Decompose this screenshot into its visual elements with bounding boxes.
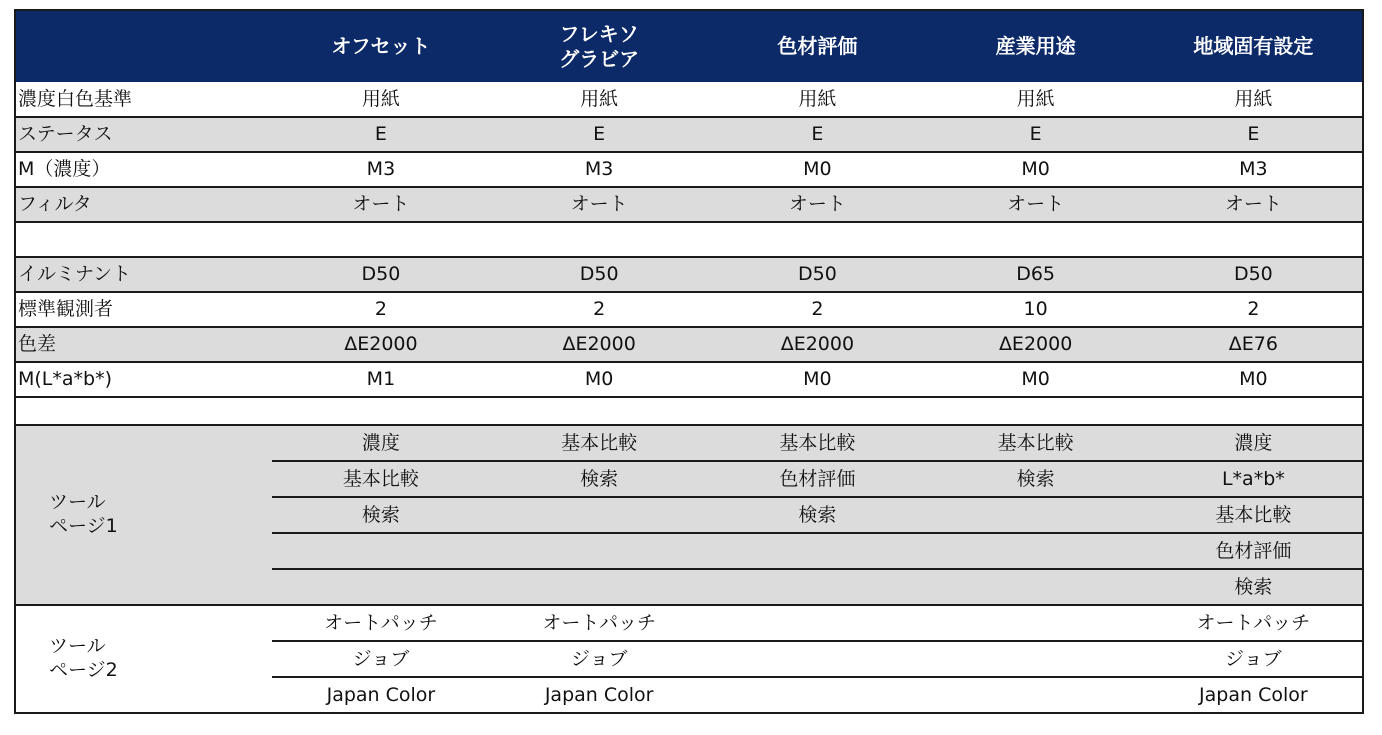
table-cell [272, 397, 490, 425]
tool-cell: Japan Color [1145, 677, 1363, 713]
tool-cell [927, 569, 1145, 605]
table-cell: 2 [1145, 292, 1363, 327]
tool-page-2-label [15, 605, 272, 713]
row-label [15, 222, 272, 257]
table-cell: 2 [708, 292, 926, 327]
table-cell: オート [1145, 187, 1363, 222]
table-cell: E [1145, 117, 1363, 152]
header-industrial-use: 産業用途 [927, 10, 1145, 82]
table-cell: 用紙 [272, 82, 490, 117]
table-cell: オート [272, 187, 490, 222]
table-row [15, 257, 1363, 292]
tool-cell: 基本比較 [708, 425, 926, 461]
tool-cell: 濃度 [272, 425, 490, 461]
header-flexo-gravure [490, 10, 708, 82]
table-cell: ΔE2000 [272, 327, 490, 362]
tool-cell [272, 569, 490, 605]
table-cell: M0 [708, 362, 926, 397]
table-cell [708, 397, 926, 425]
settings-table [14, 9, 1364, 714]
table-cell: 用紙 [708, 82, 926, 117]
tool-cell: Japan Color [272, 677, 490, 713]
row-label: M(L*a*b*) [15, 362, 272, 397]
table-cell [1145, 222, 1363, 257]
row-label: 標準観測者 [15, 292, 272, 327]
table-cell: M1 [272, 362, 490, 397]
tool-cell [708, 605, 926, 641]
table-cell: E [927, 117, 1145, 152]
table-cell [272, 222, 490, 257]
table-cell: E [272, 117, 490, 152]
tool-cell [272, 533, 490, 569]
table-cell: 用紙 [490, 82, 708, 117]
row-label: フィルタ [15, 187, 272, 222]
table-cell: ΔE2000 [490, 327, 708, 362]
row-label: ステータス [15, 117, 272, 152]
tool-cell [490, 497, 708, 533]
header-text-line: グラビア [559, 46, 640, 71]
row-label: 濃度白色基準 [15, 82, 272, 117]
tool-cell: 基本比較 [490, 425, 708, 461]
tool-cell [927, 533, 1145, 569]
table-cell: D50 [272, 257, 490, 292]
table-cell: ΔE2000 [927, 327, 1145, 362]
tool-cell [490, 569, 708, 605]
header-regional-settings: 地域固有設定 [1145, 10, 1363, 82]
table-row [15, 327, 1363, 362]
table-cell: M0 [490, 362, 708, 397]
tool-page-1-row [15, 425, 1363, 461]
tool-cell [708, 533, 926, 569]
row-label: イルミナント [15, 257, 272, 292]
tool-page-1-label-line2: ページ1 [49, 515, 118, 537]
tool-cell [708, 677, 926, 713]
spacer-row [15, 397, 1363, 425]
tool-cell: 検索 [490, 461, 708, 497]
table-cell: 用紙 [927, 82, 1145, 117]
table-cell: D65 [927, 257, 1145, 292]
header-row [15, 10, 1363, 82]
table-cell: 10 [927, 292, 1145, 327]
tool-cell [708, 641, 926, 677]
table-cell: E [490, 117, 708, 152]
tool-cell: 色材評価 [1145, 533, 1363, 569]
tool-cell: 濃度 [1145, 425, 1363, 461]
tool-cell [708, 569, 926, 605]
table-cell: D50 [708, 257, 926, 292]
table-cell: 用紙 [1145, 82, 1363, 117]
header-flexo-gravure-text [490, 22, 708, 72]
tool-cell [927, 677, 1145, 713]
settings-body [15, 82, 1363, 713]
table-cell: D50 [1145, 257, 1363, 292]
tool-cell: ジョブ [490, 641, 708, 677]
header-corner [15, 10, 272, 82]
table-cell [490, 222, 708, 257]
tool-cell: 基本比較 [272, 461, 490, 497]
tool-cell: ジョブ [1145, 641, 1363, 677]
tool-page-2-label-line2: ページ2 [49, 659, 118, 681]
table-cell: ΔE2000 [708, 327, 926, 362]
table-cell [490, 397, 708, 425]
tool-cell [927, 497, 1145, 533]
tool-cell: ジョブ [272, 641, 490, 677]
table-row [15, 362, 1363, 397]
tool-cell: オートパッチ [490, 605, 708, 641]
header-colorant-evaluation: 色材評価 [708, 10, 926, 82]
table-cell [1145, 397, 1363, 425]
table-cell: ΔE76 [1145, 327, 1363, 362]
tool-cell [927, 641, 1145, 677]
table-cell: オート [927, 187, 1145, 222]
tool-cell: 基本比較 [1145, 497, 1363, 533]
table-row [15, 82, 1363, 117]
table-cell: M0 [927, 362, 1145, 397]
tool-page-2-label-line1: ツール [49, 635, 106, 658]
tool-cell: 検索 [927, 461, 1145, 497]
tool-cell: Japan Color [490, 677, 708, 713]
tool-cell: L*a*b* [1145, 461, 1363, 497]
table-cell [927, 397, 1145, 425]
table-cell: E [708, 117, 926, 152]
row-label [15, 397, 272, 425]
table-cell: D50 [490, 257, 708, 292]
tool-cell: オートパッチ [1145, 605, 1363, 641]
table-row [15, 187, 1363, 222]
tool-cell [927, 605, 1145, 641]
tool-page-2-row [15, 605, 1363, 641]
table-cell: M3 [1145, 152, 1363, 187]
tool-cell: 検索 [272, 497, 490, 533]
header-offset: オフセット [272, 10, 490, 82]
tool-page-1-label-line1: ツール [49, 491, 106, 514]
table-cell [927, 222, 1145, 257]
tool-page-1-label [15, 425, 272, 605]
tool-cell: 検索 [708, 497, 926, 533]
table-cell: 2 [490, 292, 708, 327]
tool-cell: 基本比較 [927, 425, 1145, 461]
header-text-line: フレキソ [559, 21, 639, 46]
table-row [15, 152, 1363, 187]
spacer-row [15, 222, 1363, 257]
table-row [15, 292, 1363, 327]
table-cell [708, 222, 926, 257]
table-cell: オート [490, 187, 708, 222]
row-label: M（濃度） [15, 152, 272, 187]
table-cell: M0 [927, 152, 1145, 187]
table-cell: M3 [490, 152, 708, 187]
tool-cell: オートパッチ [272, 605, 490, 641]
tool-cell [490, 533, 708, 569]
table-cell: 2 [272, 292, 490, 327]
table-row [15, 117, 1363, 152]
tool-cell: 検索 [1145, 569, 1363, 605]
table-cell: オート [708, 187, 926, 222]
table-cell: M0 [708, 152, 926, 187]
tool-cell: 色材評価 [708, 461, 926, 497]
table-cell: M0 [1145, 362, 1363, 397]
table-cell: M3 [272, 152, 490, 187]
row-label: 色差 [15, 327, 272, 362]
